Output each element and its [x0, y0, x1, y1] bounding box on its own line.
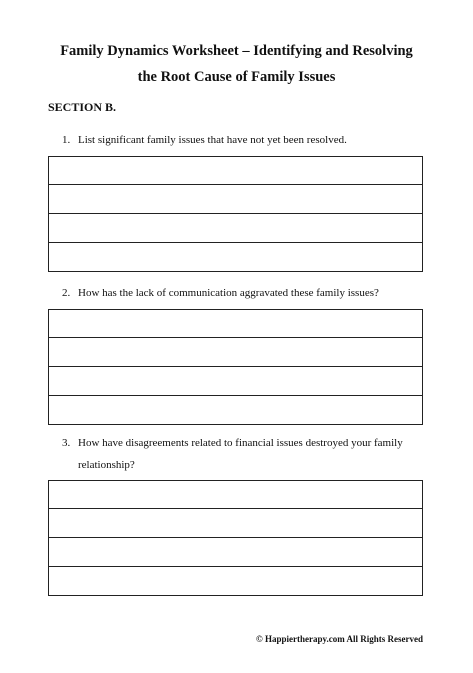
answer-line[interactable] [48, 243, 423, 272]
answer-box-2 [48, 309, 423, 425]
answer-line[interactable] [48, 396, 423, 425]
answer-line[interactable] [48, 567, 423, 596]
question-text: How have disagreements related to financial issues destroyed your family relationship? [78, 437, 403, 471]
question-1 [62, 129, 422, 151]
answer-line[interactable] [48, 338, 423, 367]
answer-line[interactable] [48, 367, 423, 396]
question-3 [62, 432, 422, 476]
question-text: List significant family issues that have not yet been resolved. [78, 134, 347, 146]
title-line-2: the Root Cause of Family Issues [137, 69, 336, 85]
question-number: 1. [62, 134, 71, 146]
answer-line[interactable] [48, 156, 423, 185]
answer-line[interactable] [48, 185, 423, 214]
question-number: 3. [62, 437, 71, 449]
copyright-footer: © Happiertherapy.com All Rights Reserved [256, 634, 423, 644]
answer-line[interactable] [48, 480, 423, 509]
answer-box-3 [48, 480, 423, 596]
section-heading: SECTION B. [48, 100, 117, 114]
answer-line[interactable] [48, 214, 423, 243]
answer-line[interactable] [48, 309, 423, 338]
answer-line[interactable] [48, 538, 423, 567]
question-text: How has the lack of communication aggravated these family issues? [78, 287, 379, 299]
title-line-1: Family Dynamics Worksheet – Identifying and Resolving [60, 43, 413, 59]
answer-line[interactable] [48, 509, 423, 538]
question-2 [62, 282, 422, 304]
answer-box-1 [48, 156, 423, 272]
worksheet-title [0, 38, 473, 90]
question-number: 2. [62, 287, 71, 299]
